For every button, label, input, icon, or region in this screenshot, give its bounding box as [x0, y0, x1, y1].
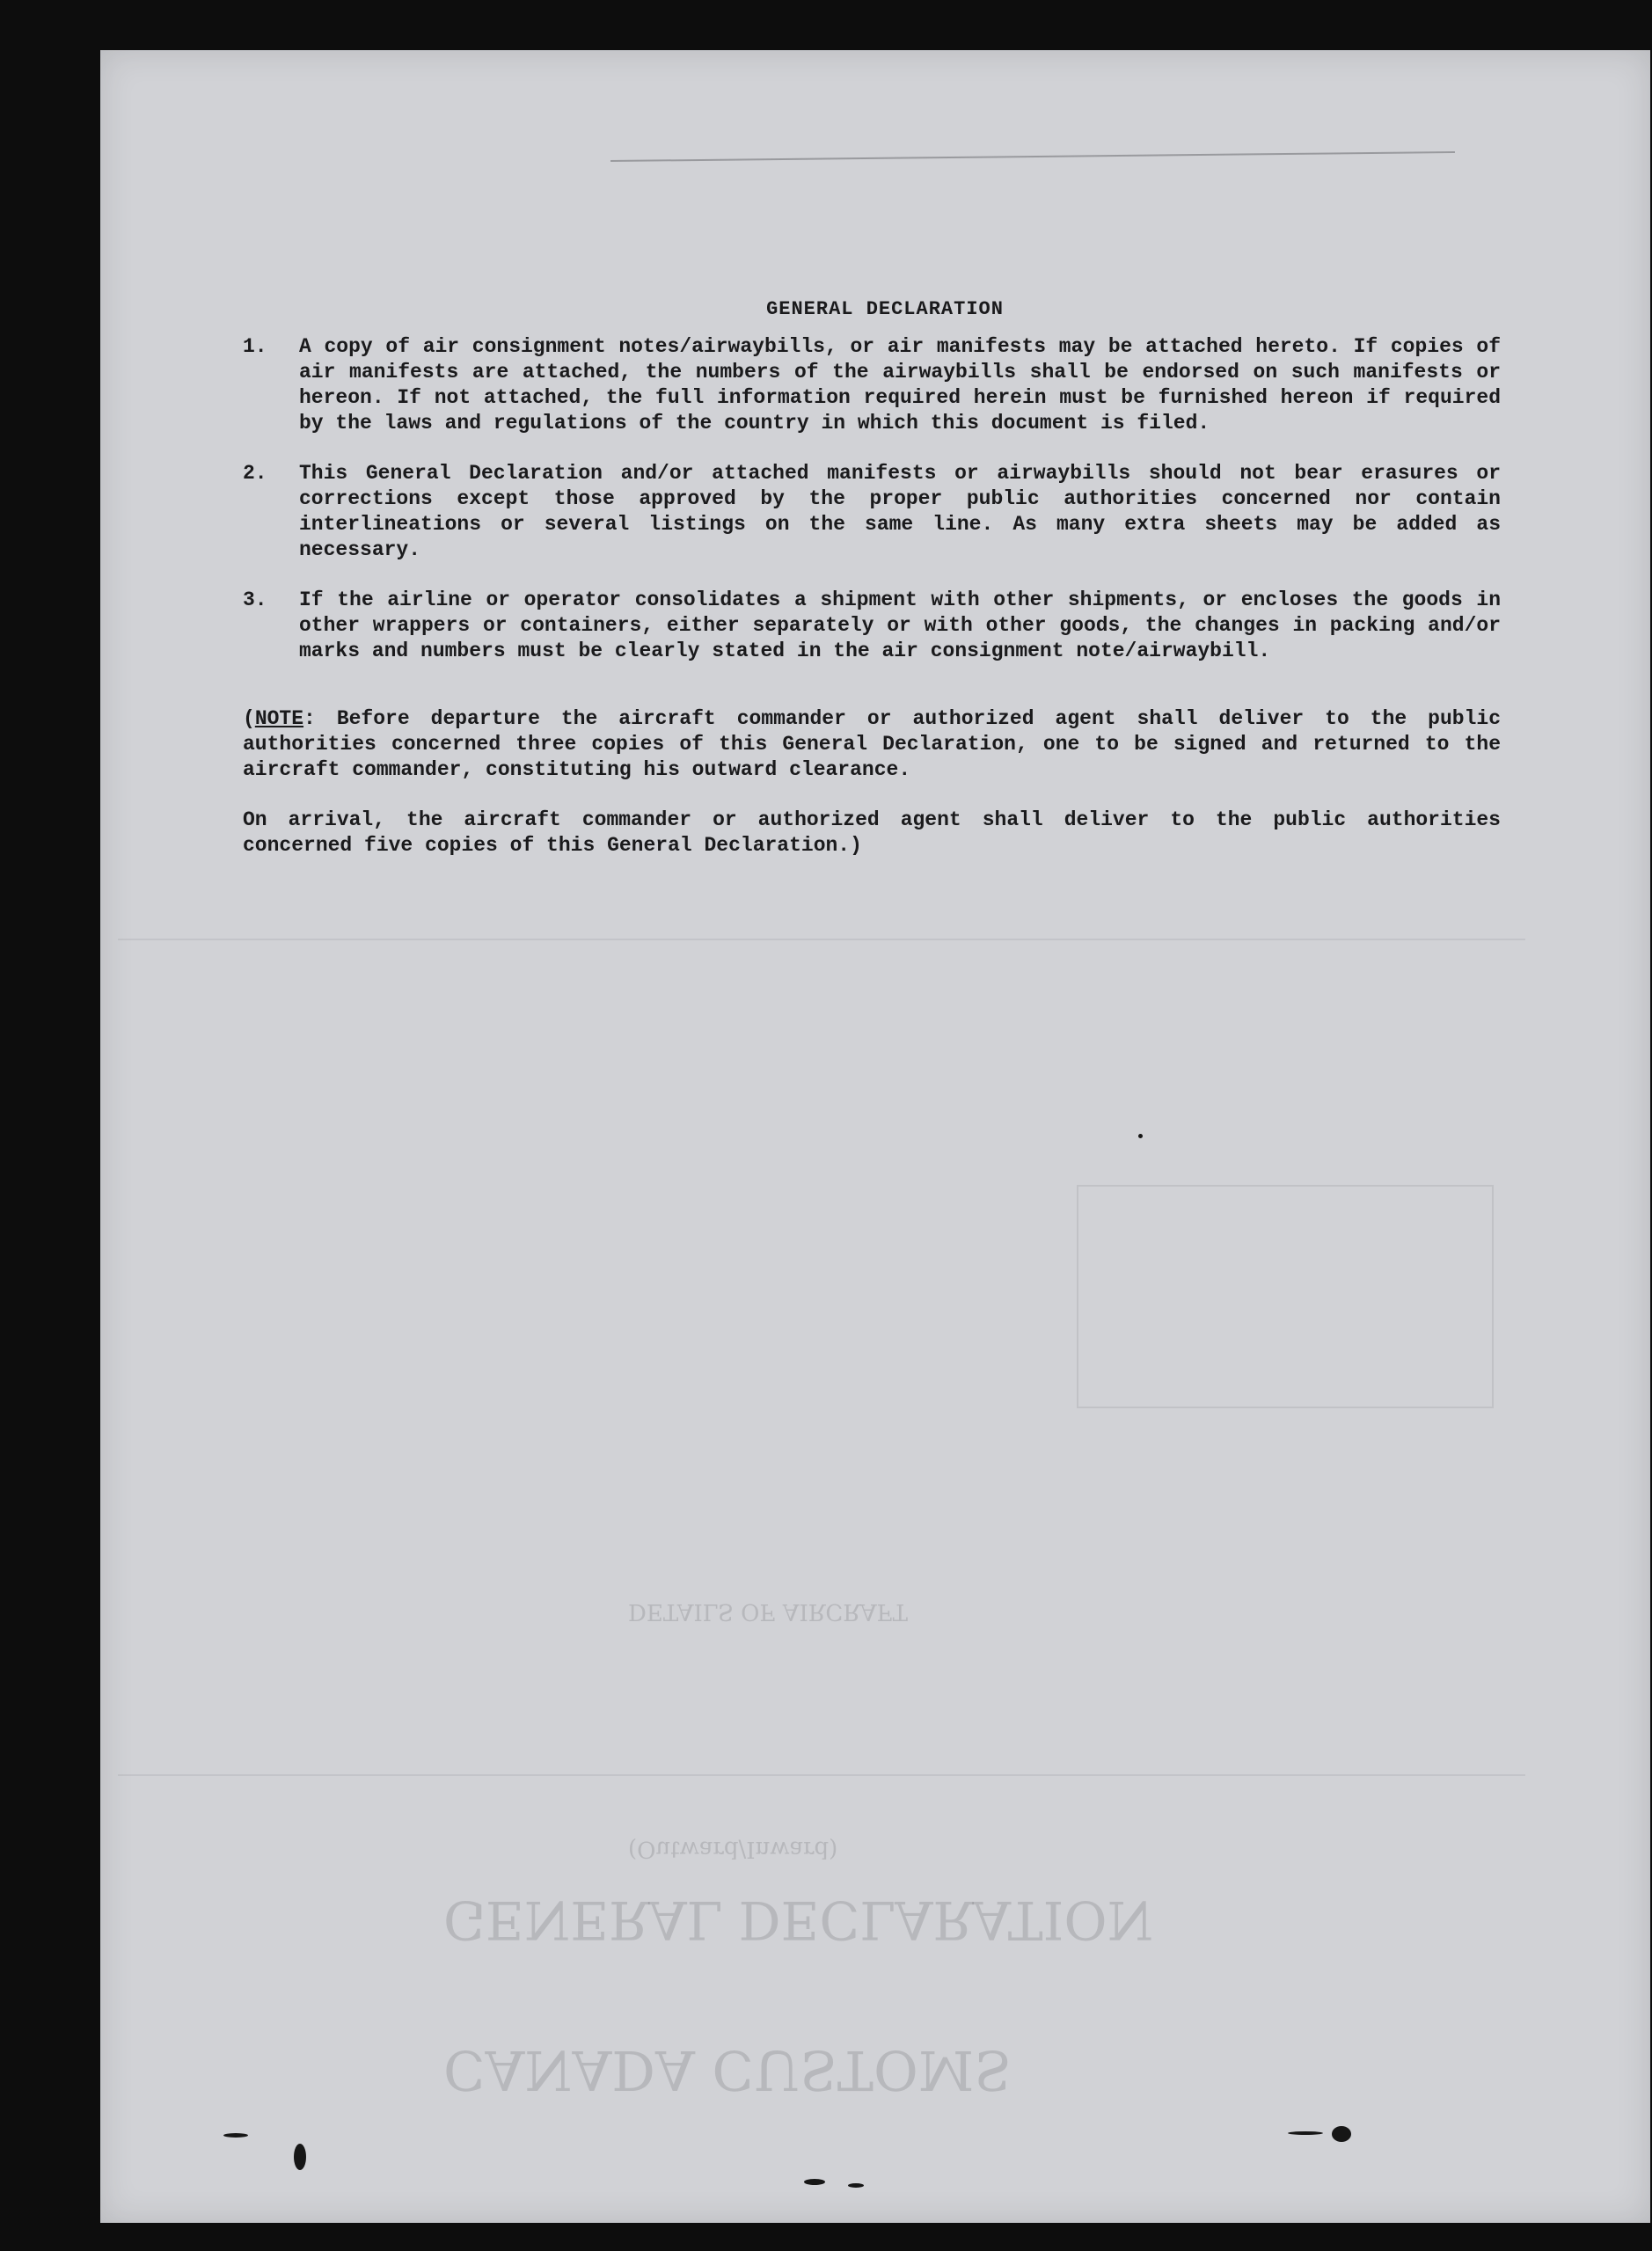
ink-speck	[294, 2144, 306, 2170]
ink-speck	[1138, 1134, 1143, 1138]
ink-speck	[1332, 2126, 1351, 2142]
note-open-paren: (	[243, 707, 255, 730]
item-text: If the airline or operator consolidates a shipment with other shipments, or encloses the goods in other wrappers or containers, either separately or with other goods, the changes in packing and/or marks and numbers must be clearly stated in the air consignment note/airwaybill.	[299, 588, 1501, 662]
bleed-through-heading-3: (Outward/Inward)	[628, 1836, 838, 1862]
bleed-through-box	[1077, 1185, 1494, 1408]
paper-sheet	[100, 50, 1650, 2223]
item-text: This General Declaration and/or attached manifests or airwaybills should not bear erasures or corrections except those approved by the proper public authorities concerned nor contain interlineations or several listings on the same line. As many extra sheets may be added as necessary.	[299, 462, 1501, 561]
top-scratch-line	[610, 151, 1455, 162]
bleed-through-heading-4: DETAILS OF AIRCRAFT	[628, 1598, 909, 1625]
bleed-through-heading-2: GENERAL DECLARATION	[443, 1889, 1154, 1950]
instruction-item-3	[243, 588, 1501, 664]
notes-section	[243, 706, 1501, 859]
bleed-through-line	[118, 1774, 1525, 1776]
ink-speck	[1288, 2131, 1323, 2135]
general-declaration-text	[243, 296, 1501, 883]
instruction-item-1	[243, 334, 1501, 436]
ink-speck	[223, 2133, 248, 2138]
instruction-item-2	[243, 461, 1501, 563]
note-text: : Before departure the aircraft commander or authorized agent shall deliver to the public authorities concerned three copies of this General Declaration, one to be signed and returned to the aircraft commander, constituting his outward clearance.	[243, 707, 1501, 781]
item-text: A copy of air consignment notes/airwaybills, or air manifests may be attached hereto. If copies of air manifests are attached, the numbers of the airwaybills shall be endorsed on such manifests or hereon. If not attached, the full information required herein must be furnished hereon if required by the laws and regulations of the country in which this document is filed.	[299, 335, 1501, 435]
ink-speck	[848, 2183, 864, 2188]
page-title: GENERAL DECLARATION	[766, 298, 1004, 320]
item-number: 1.	[243, 335, 267, 358]
ink-speck	[804, 2179, 825, 2185]
bleed-through-heading-1: CANADA CUSTOMS	[443, 2038, 1012, 2102]
arrival-paragraph: On arrival, the aircraft commander or authorized agent shall deliver to the public authorities concerned five copies of this General Declaration.)	[243, 808, 1501, 857]
note-label: NOTE	[254, 707, 304, 730]
note-paragraph	[243, 706, 1501, 783]
item-number: 2.	[243, 462, 267, 485]
bleed-through-line	[118, 939, 1525, 940]
item-number: 3.	[243, 588, 267, 611]
